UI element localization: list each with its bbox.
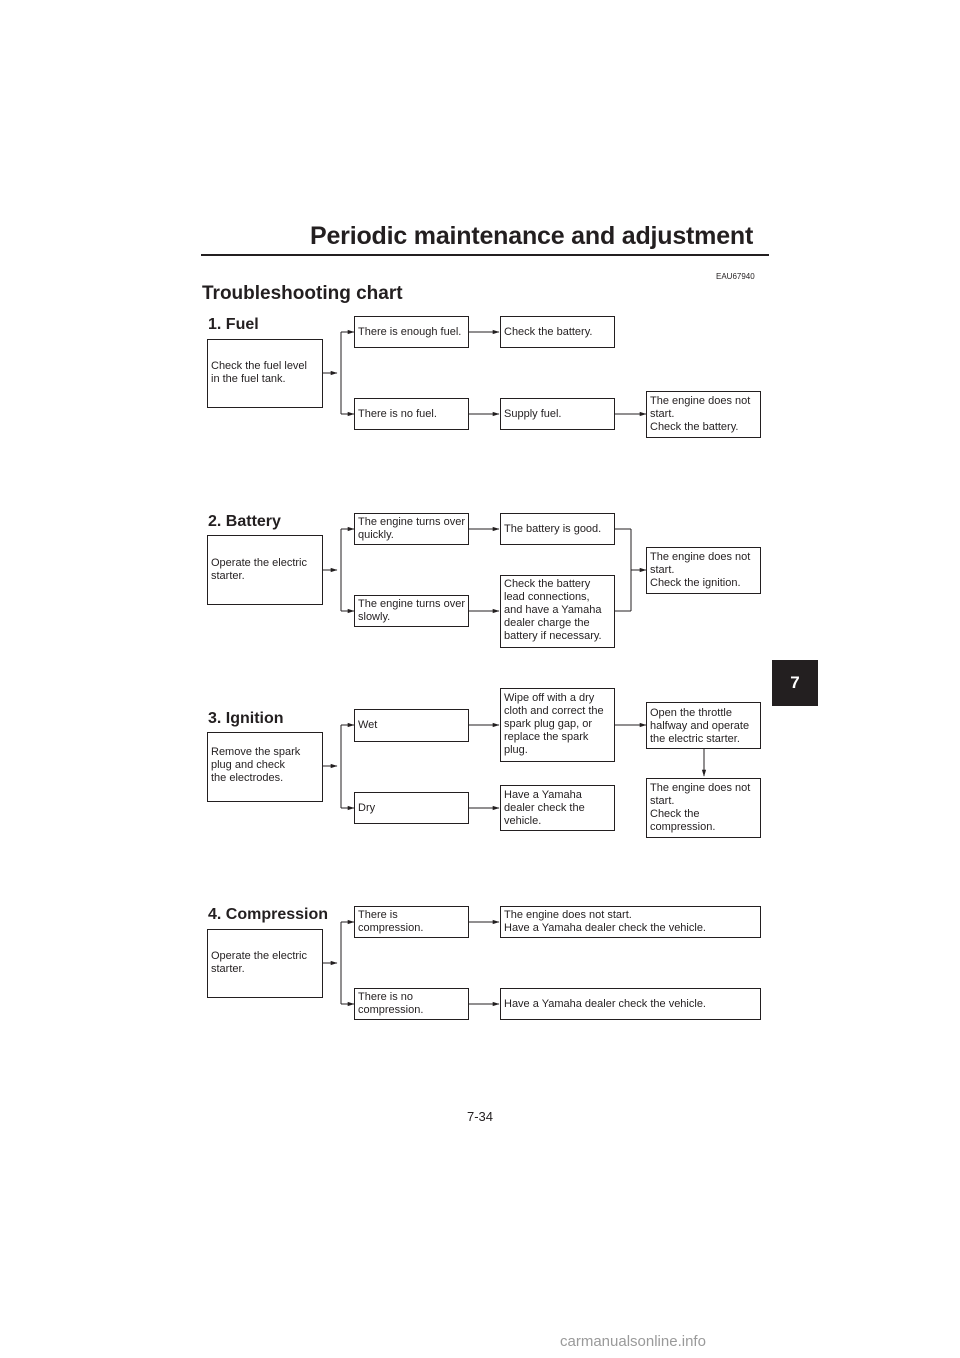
battery-slow-box: The engine turns over slowly. <box>354 595 469 627</box>
battery-final-box: The engine does not start. Check the ignition. <box>646 547 761 594</box>
battery-slow-result-box: Check the battery lead connections, and have a Yamaha dealer charge the battery if necessary. <box>500 575 615 648</box>
fuel-no-box: There is no fuel. <box>354 398 469 430</box>
ignition-final-box: The engine does not start. Check the compression. <box>646 778 761 838</box>
compression-no-result-box: Have a Yamaha dealer check the vehicle. <box>500 988 761 1020</box>
reference-code: EAU67940 <box>716 272 755 281</box>
page-number: 7-34 <box>466 1109 494 1124</box>
fuel-yes-result-box: Check the battery. <box>500 316 615 348</box>
watermark: carmanualsonline.info <box>560 1333 706 1350</box>
ignition-wet-box: Wet <box>354 709 469 742</box>
ignition-dry-result-box: Have a Yamaha dealer check the vehicle. <box>500 785 615 831</box>
page-header-title: Periodic maintenance and adjustment <box>310 222 754 250</box>
fuel-no-result-box: Supply fuel. <box>500 398 615 430</box>
compression-yes-box: There is compression. <box>354 906 469 938</box>
section-heading-fuel: 1. Fuel <box>208 316 259 333</box>
battery-start-box: Operate the electric starter. <box>207 535 323 605</box>
ignition-throttle-box: Open the throttle halfway and operate the electric starter. <box>646 702 761 749</box>
compression-no-box: There is no compression. <box>354 988 469 1020</box>
section-heading-ignition: 3. Ignition <box>208 710 284 727</box>
battery-fast-box: The engine turns over quickly. <box>354 513 469 545</box>
compression-start-box: Operate the electric starter. <box>207 929 323 998</box>
chapter-tab: 7 <box>772 660 818 706</box>
ignition-start-box: Remove the spark plug and check the electrodes. <box>207 732 323 802</box>
page-title: Troubleshooting chart <box>202 283 403 304</box>
ignition-dry-box: Dry <box>354 792 469 824</box>
fuel-yes-box: There is enough fuel. <box>354 316 469 348</box>
fuel-final-box: The engine does not start. Check the battery. <box>646 391 761 438</box>
section-heading-battery: 2. Battery <box>208 513 281 530</box>
section-heading-compression: 4. Compression <box>208 906 329 923</box>
battery-fast-result-box: The battery is good. <box>500 513 615 545</box>
ignition-wet-result-box: Wipe off with a dry cloth and correct the spark plug gap, or replace the spark plug. <box>500 688 615 762</box>
fuel-start-box: Check the fuel level in the fuel tank. <box>207 339 323 408</box>
compression-yes-result-box: The engine does not start. Have a Yamaha dealer check the vehicle. <box>500 906 761 938</box>
